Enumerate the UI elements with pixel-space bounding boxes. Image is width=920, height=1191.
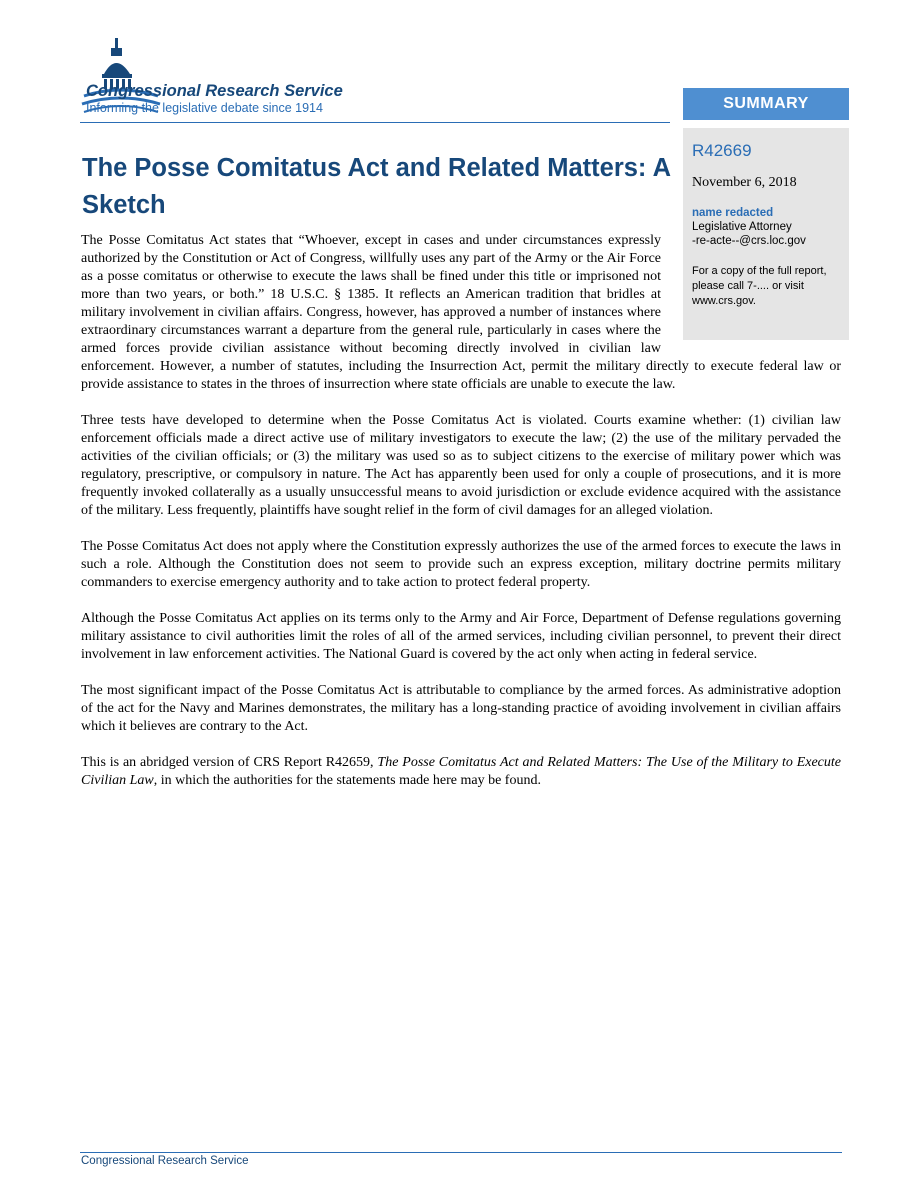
author-title: Legislative Attorney [692, 221, 792, 233]
sidebar-wrap-spacer [661, 232, 841, 342]
copy-note: For a copy of the full report, please call 7-.... or visit www.crs.gov. [692, 265, 827, 307]
paragraph-2: Three tests have developed to determine when the Posse Comitatus Act is violated. Courts examine whether: (1) civilian law enforcement officials made a direct active use of military investigators to execute the law; (2) the use of the military pervaded the activities of the civilian officials; or (3) the military was used so as to subject citizens to the exercise of military power which was regulatory, prescriptive, or compulsory in nature. The Act has apparently been used for only a couple of prosecutions, and it is more frequently invoked collaterally as a usually unsuccessful means to avoid jurisdiction or exclude evidence acquired with the assistance of the military. Less frequently, plaintiffs have sought relief in the form of civil damages for an alleged violation. [81, 413, 841, 518]
footer-divider [80, 1152, 842, 1153]
report-date: November 6, 2018 [692, 175, 797, 190]
full-report-title: The Posse Comitatus Act and Related Matters: The Use of the Military to Execute Civilian Law [81, 755, 842, 788]
footer-org-name: Congressional Research Service [81, 1155, 249, 1167]
paragraph-5: The most significant impact of the Posse Comitatus Act is attributable to compliance by the armed forces. As administrative adoption of the act for the Navy and Marines demonstrates, the military has a long-standing practice of avoiding involvement in civilian affairs which it believes are contrary to the Act. [81, 683, 841, 734]
org-name: Congressional Research Service [86, 82, 343, 100]
closing-suffix: , in which the authorities for the statements made here may be found. [153, 773, 541, 788]
closing-paragraph [81, 754, 841, 790]
paragraph-3: The Posse Comitatus Act does not apply where the Constitution expressly authorizes the use of the armed forces to execute the laws in such a role. Although the Constitution does not seem to provide such an express exception, military doctrine permits military commanders to exercise emergency authority and to take action to protect federal property. [81, 539, 841, 590]
author-name: name redacted [692, 207, 774, 219]
header-divider [80, 122, 670, 123]
author-email[interactable]: -re-acte--@crs.loc.gov [692, 235, 806, 247]
paragraph-1: The Posse Comitatus Act states that “Whoever, except in cases and under circumstances expressly authorized by the Constitution or Act of Congress, willfully uses any part of the Army or the Air Force as a posse comitatus or otherwise to execute the laws shall be fined under this title or imprisoned not more than two years, or both.” 18 U.S.C. § 1385. It reflects an American tradition that bridles at military involvement in civilian affairs. Congress, however, has approved a number of instances where extraordinary circumstances warrant a departure from the general rule, particularly in cases where the armed forces provide civilian assistance without becoming directly involved in civilian law enforcement. However, a number of statutes, including the Insurrection Act, permit the military directly to execute federal law or provide assistance to states in the throes of insurrection where state officials are unable to execute the law. [81, 233, 841, 392]
org-tagline: Informing the legislative debate since 1914 [86, 101, 323, 115]
paragraph-4: Although the Posse Comitatus Act applies on its terms only to the Army and Air Force, Department of Defense regulations governing military assistance to civil authorities limit the roles of all of the armed services, including civilian personnel, to prevent their direct involvement in law enforcement activities. The National Guard is covered by the act only when acting in federal service. [81, 611, 841, 662]
summary-banner: SUMMARY [683, 88, 849, 120]
report-id: R42669 [692, 141, 752, 160]
closing-prefix: This is an abridged version of CRS Report R42659, [81, 755, 378, 770]
page-title: The Posse Comitatus Act and Related Matters: A Sketch [82, 154, 671, 219]
summary-body [81, 232, 841, 808]
